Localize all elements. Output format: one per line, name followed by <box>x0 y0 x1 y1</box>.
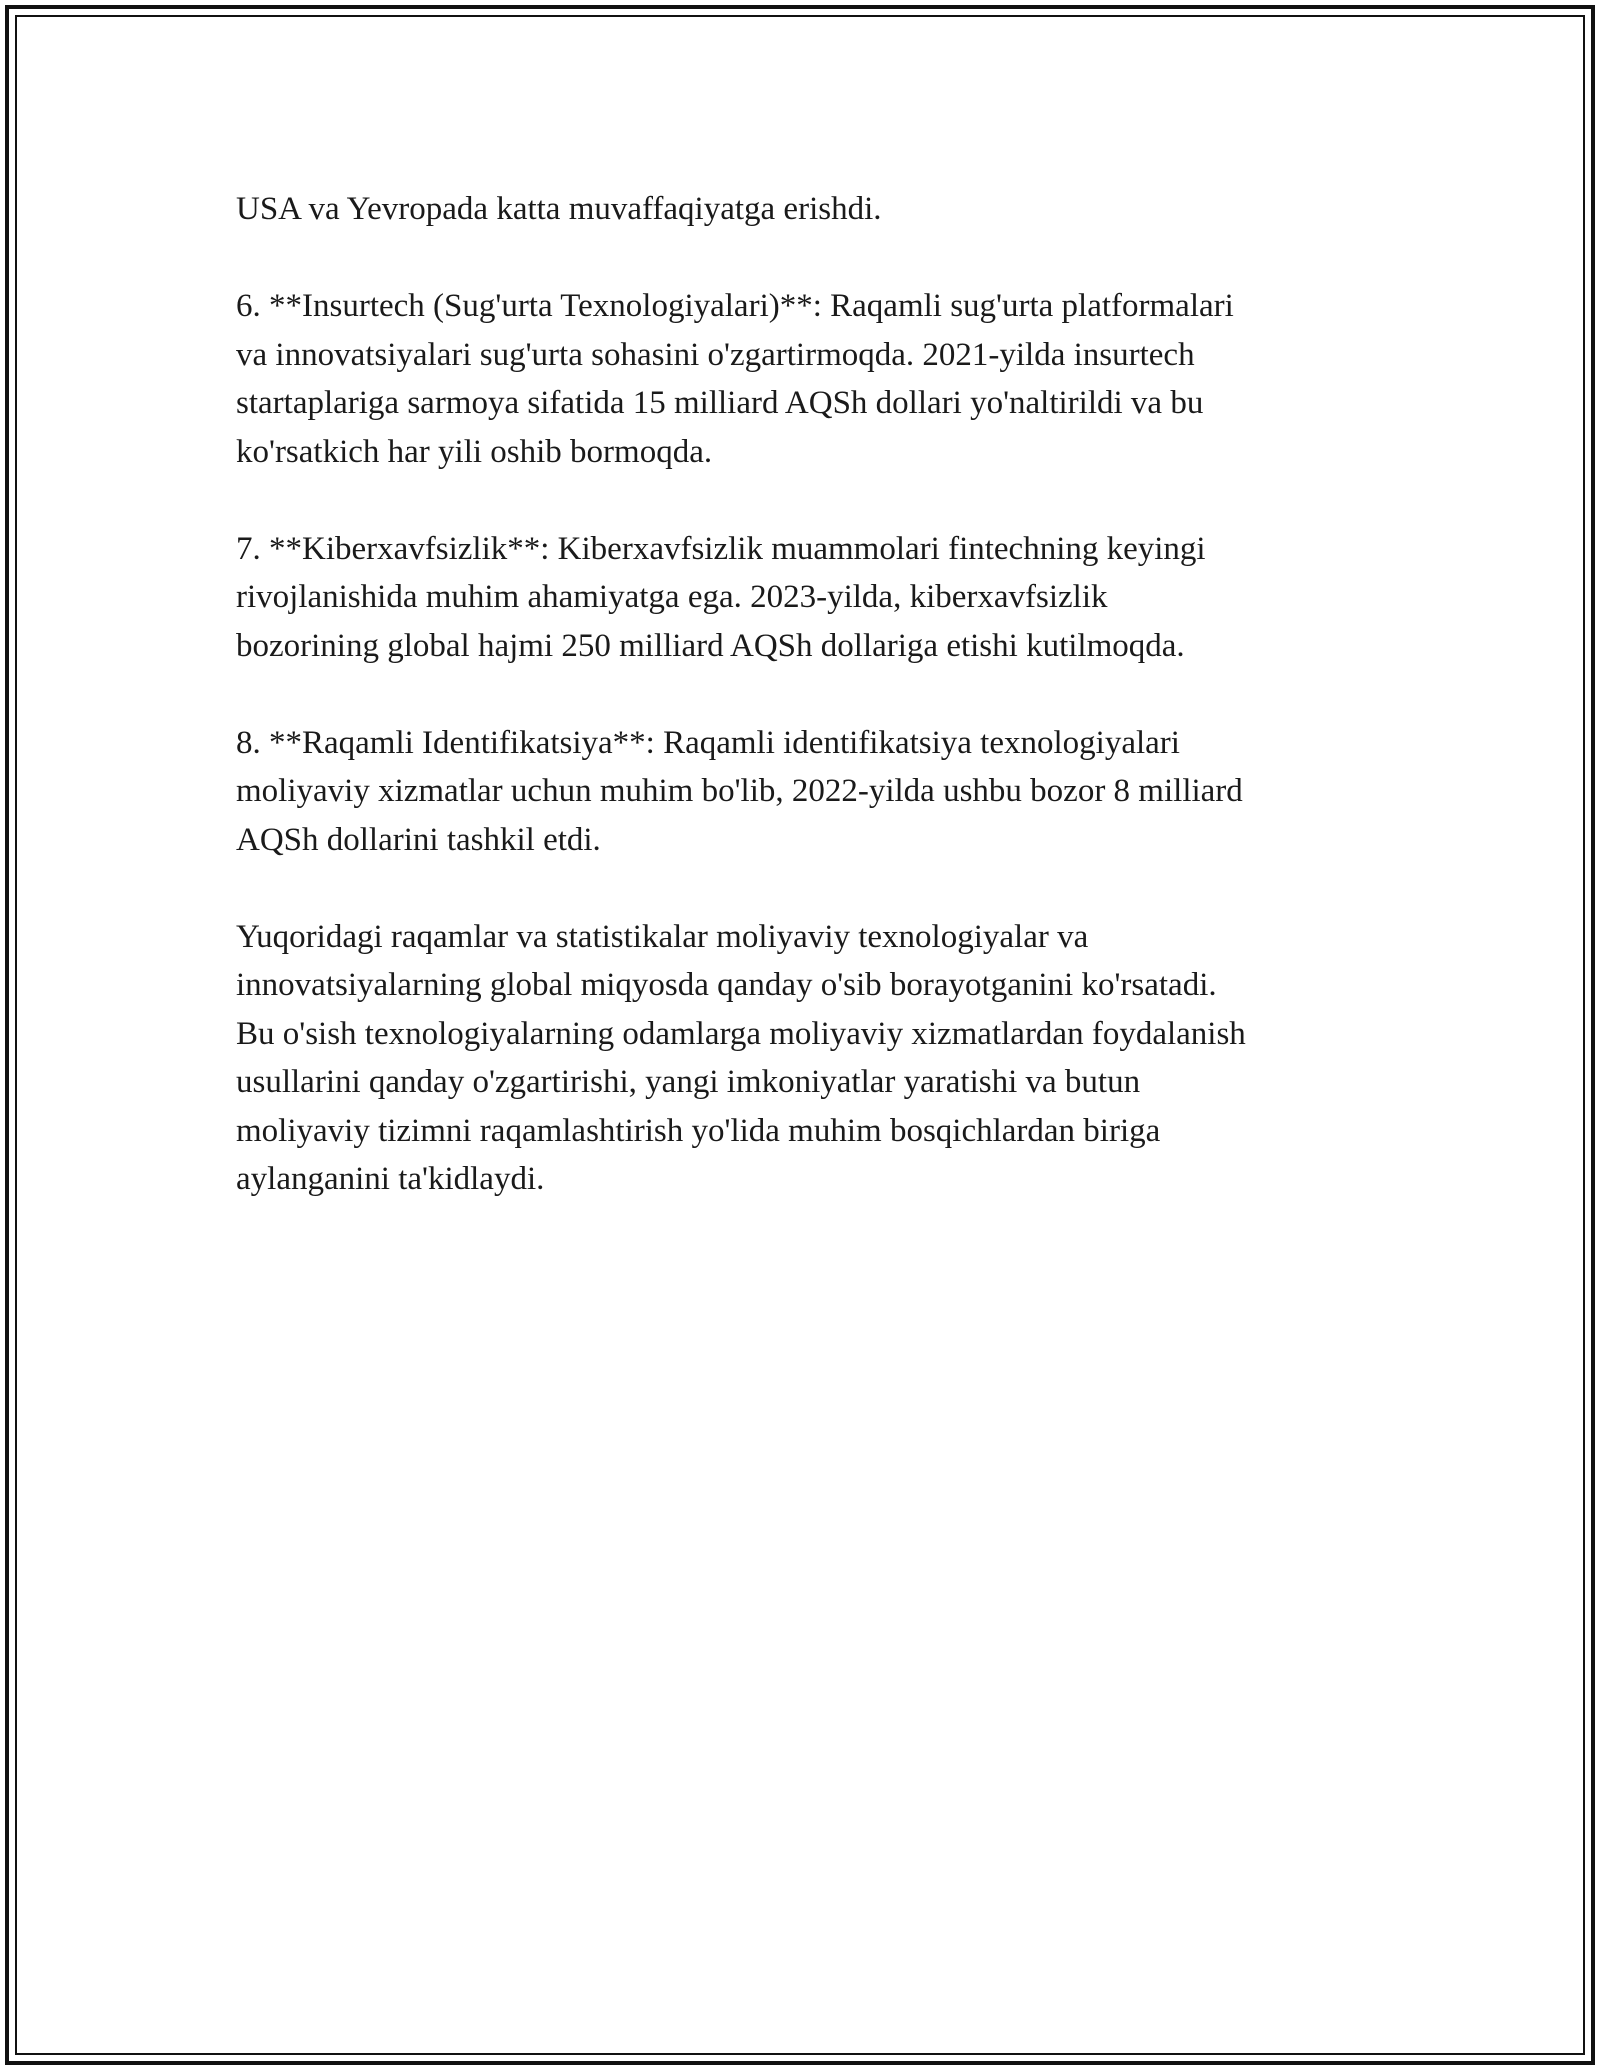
paragraph-insurtech <box>236 282 1376 476</box>
paragraph-cybersecurity <box>236 525 1376 671</box>
text-line: innovatsiyalarning global miqyosda qanday o'sib borayotganini ko'rsatadi. <box>236 967 1217 1003</box>
text-line: 6. **Insurtech (Sug'urta Texnologiyalari)**: Raqamli sug'urta platformalari <box>236 288 1234 324</box>
document-body <box>236 185 1376 1252</box>
text-line: bozorining global hajmi 250 milliard AQSh dollariga etishi kutilmoqda. <box>236 627 1185 664</box>
paragraph-continuation <box>236 185 1376 234</box>
text-line: Yuqoridagi raqamlar va statistikalar moliyaviy texnologiyalar va <box>236 918 1089 955</box>
text-line: AQSh dollarini tashkil etdi. <box>236 821 601 858</box>
text-line: va innovatsiyalari sug'urta sohasini o'zgartirmoqda. 2021-yilda insurtech <box>236 336 1195 373</box>
text-line: ko'rsatkich har yili oshib bormoqda. <box>236 433 713 470</box>
paragraph-conclusion <box>236 913 1376 1204</box>
text-line: USA va Yevropada katta muvaffaqiyatga erishdi. <box>236 191 882 227</box>
paragraph-digital-identity <box>236 719 1376 865</box>
text-line: startaplariga sarmoya sifatida 15 milliard AQSh dollari yo'naltirildi va bu <box>236 385 1204 421</box>
text-line: usullarini qanday o'zgartirishi, yangi imkoniyatlar yaratishi va butun <box>236 1064 1141 1100</box>
text-line: rivojlanishida muhim ahamiyatga ega. 2023-yilda, kiberxavfsizlik <box>236 579 1108 615</box>
text-line: Bu o'sish texnologiyalarning odamlarga moliyaviy xizmatlardan foydalanish <box>236 1015 1246 1052</box>
text-line: 8. **Raqamli Identifikatsiya**: Raqamli identifikatsiya texnologiyalari <box>236 724 1180 761</box>
text-line: 7. **Kiberxavfsizlik**: Kiberxavfsizlik muammolari fintechning keyingi <box>236 530 1206 567</box>
text-line: moliyaviy tizimni raqamlashtirish yo'lida muhim bosqichlardan biriga <box>236 1112 1161 1149</box>
text-line: moliyaviy xizmatlar uchun muhim bo'lib, 2022-yilda ushbu bozor 8 milliard <box>236 773 1243 809</box>
text-line: aylanganini ta'kidlaydi. <box>236 1161 545 1197</box>
